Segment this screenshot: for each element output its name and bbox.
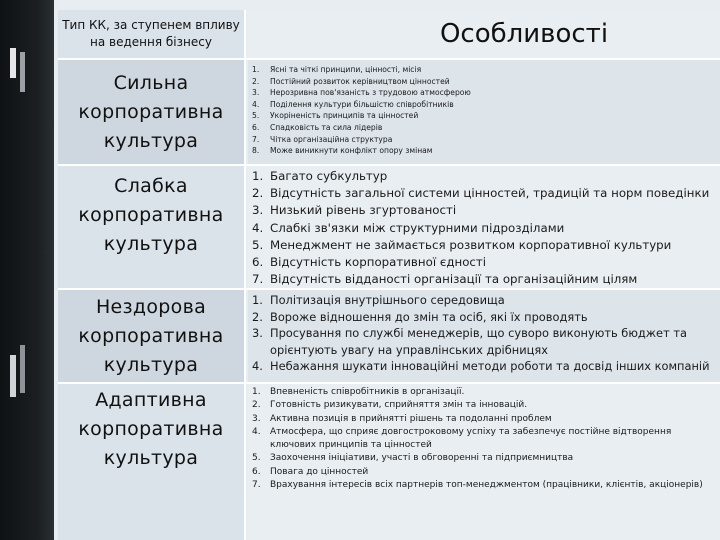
features-list [248,64,720,157]
item-number: 4. [252,220,264,235]
list-item [248,466,720,479]
list-item [248,325,720,358]
item-text: Заохочення ініціативи, участі в обговоренні та підприємництва [270,453,574,464]
list-item [248,110,720,122]
item-text: Відсутність корпоративної єдності [270,255,487,270]
item-number: 4. [252,99,260,109]
item-text: Активна позиція в прийнятті рішень та подоланні проблем [270,413,552,424]
item-number: 1. [252,293,263,307]
features-cell [248,384,720,540]
list-item [248,87,720,99]
features-cell [248,166,720,288]
list-item [248,399,720,412]
type-label: Слабка корпоративна культура [78,175,224,255]
type-label: Нездорова корпоративна культура [78,295,224,376]
list-item [248,202,720,219]
list-item [248,122,720,134]
item-text: Поділення культури більшістю співробітників [270,99,454,109]
item-number: 3. [252,88,260,98]
type-cell [58,166,246,288]
type-label: Адаптивна корпоративна культура [78,389,224,469]
item-text: Низький рівень згуртованості [270,203,457,218]
type-cell [58,60,246,164]
list-item [248,386,720,399]
list-item [248,358,720,375]
culture-types-table [58,10,720,540]
item-text: Укоріненість принципів та цінностей [270,111,419,121]
item-text: Повага до цінностей [270,466,369,477]
table-row [58,60,720,164]
item-number: 4. [252,359,263,374]
item-text: Може виникнути конфлікт опору змінам [270,146,433,156]
item-text: Відсутність відданості організації та організаційним цілям [270,272,638,287]
item-number: 7. [252,272,264,287]
item-text: Менеджмент не займається розвитком корпоративної культури [270,237,672,252]
list-item [248,254,720,271]
table-row [58,290,720,382]
decorative-bar [10,48,16,78]
decorative-bar [20,345,25,393]
item-number: 3. [252,326,263,341]
list-item [248,237,720,254]
item-number: 2. [252,400,261,411]
item-text: Політизація внутрішнього середовища [270,293,505,307]
item-text: Вороже відношення до змін та осіб, які їх проводять [270,309,588,324]
item-number: 2. [252,186,264,201]
item-text: Нерозривна пов'язаність з трудовою атмосферою [270,88,471,98]
item-text: Постійний розвиток керівництвом цінностей [270,76,450,86]
list-item [248,413,720,426]
item-number: 5. [252,453,261,464]
table-row [58,384,720,540]
item-number: 1. [252,65,260,74]
item-number: 3. [252,203,264,218]
list-item [248,145,720,157]
list-item [248,220,720,237]
item-number: 2. [252,309,263,324]
item-number: 5. [252,111,260,121]
header-type-label: Тип КК, за ступенем впливу на ведення бізнесу [62,18,240,49]
item-number: 7. [252,480,261,491]
slide-sidebar [0,0,54,540]
features-cell [248,290,720,382]
features-list [248,386,720,492]
list-item [248,99,720,111]
list-item [248,185,720,202]
type-label: Сильна корпоративна культура [78,71,224,152]
item-text: Слабкі зв'язки між структурними підрозділами [270,220,565,235]
item-text: Просування по службі менеджерів, що суворо виконують бюджет та орієнтують увагу на управлінських дрібницях [270,326,687,357]
item-text: Спадковість та сила лідерів [270,122,383,132]
list-item [248,134,720,146]
list-item [248,76,720,88]
item-number: 4. [252,426,261,437]
list-item [248,309,720,326]
item-text: Атмосфера, що сприяє довгостроковому успіху та забезпечує постійне відтворення ключових принципів та цінностей [270,426,672,451]
list-item [248,426,720,453]
list-item [248,271,720,288]
decorative-bar [20,52,25,92]
item-text: Небажання шукати інноваційні методи роботи та досвід інших компаній [270,359,710,374]
item-number: 6. [252,466,261,477]
type-cell [58,290,246,382]
item-text: Готовність ризикувати, сприйняття змін та інновацій. [270,400,528,411]
header-features-cell [248,10,720,58]
table-row [58,166,720,288]
type-cell [58,384,246,540]
item-number: 8. [252,146,260,156]
item-number: 2. [252,76,260,86]
list-item [248,168,720,185]
item-text: Ясні та чіткі принципи, цінності, місія [270,65,422,74]
features-list [248,168,720,288]
item-number: 6. [252,122,260,132]
list-item [248,452,720,465]
header-type-cell [58,10,246,58]
item-number: 5. [252,237,264,252]
features-cell [248,60,720,164]
decorative-bar [10,355,16,397]
list-item [248,479,720,492]
item-text: Врахування інтересів всіх партнерів топ-менеджментом (працівники, клієнтів, акціонерів) [270,480,703,491]
table-header-row [58,10,720,58]
item-number: 6. [252,255,264,270]
list-item [248,64,720,76]
header-features-label: Особливості [439,19,609,49]
item-number: 7. [252,134,260,144]
item-number: 3. [252,413,261,424]
list-item [248,292,720,309]
item-text: Чітка організаційна структура [270,134,393,144]
item-text: Багато субкультур [270,169,388,183]
item-text: Відсутність загальної системи цінностей, традицій та норм поведінки [270,186,710,201]
item-number: 1. [252,387,261,397]
item-text: Впевненість співробітників в організації. [270,387,465,397]
features-list [248,292,720,375]
item-number: 1. [252,169,264,183]
